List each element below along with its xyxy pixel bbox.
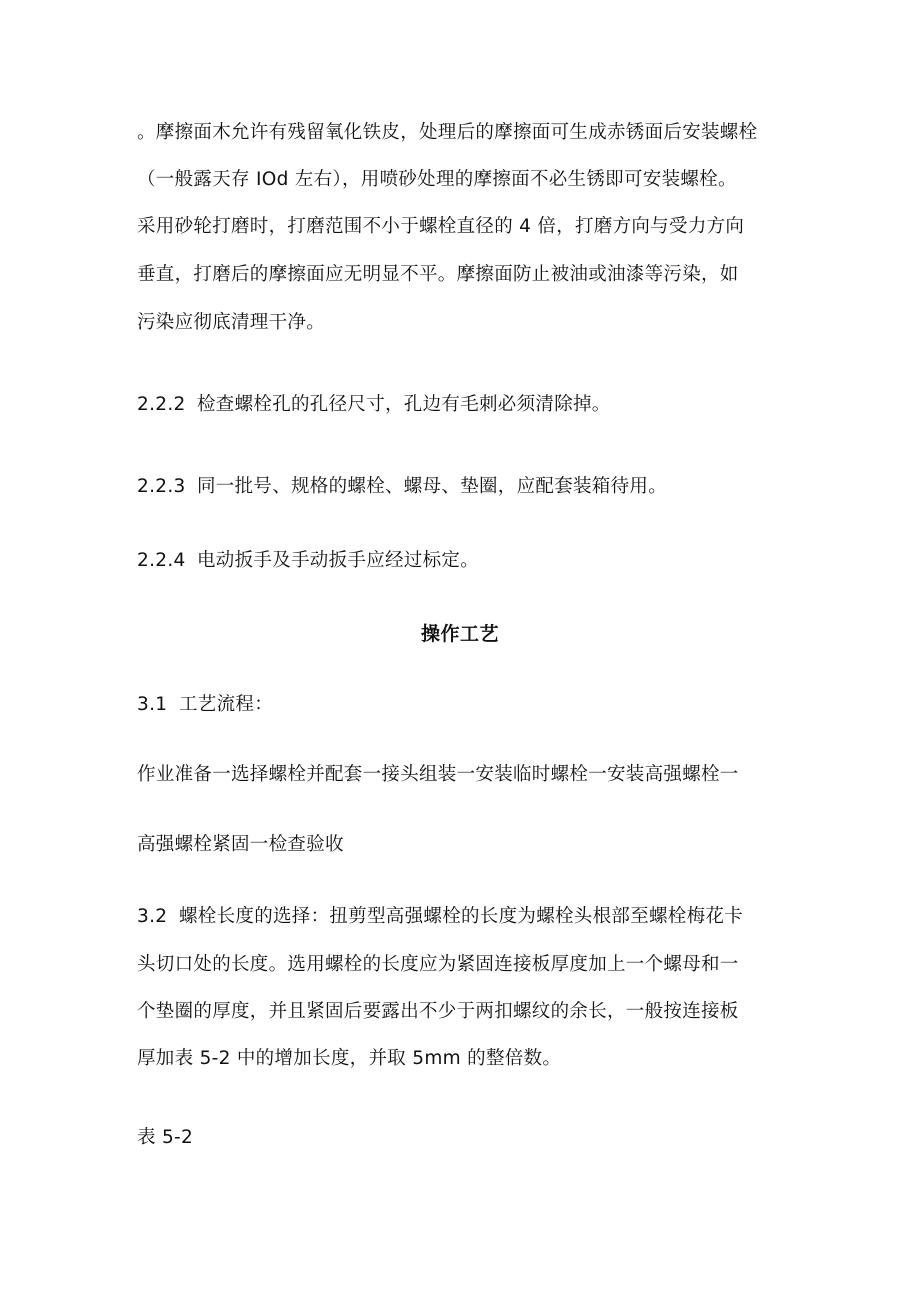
item-2-2-4 [137, 549, 479, 573]
paragraph-line: 采用砂轮打磨时，打磨范围不小于螺栓直径的 4 倍，打磨方向与受力方向 [137, 216, 745, 237]
paragraph-line: 污染应彻底清理干净。 [137, 312, 326, 333]
item-text: 电动扳手及手动扳手应经过标定。 [197, 550, 480, 571]
item-number: 2.2.2 [137, 394, 186, 415]
section-text: 螺栓长度的选择：扭剪型高强螺栓的长度为螺栓头根部至螺栓梅花卡 [179, 906, 744, 927]
section-number: 3.2 [137, 906, 168, 927]
section-number: 3.1 [137, 694, 168, 715]
paragraph-line: 个垫圈的厚度，并且紧固后要露出不少于两扣螺纹的余长，一般按连接板 [137, 1001, 739, 1022]
item-text: 检查螺栓孔的孔径尺寸，孔边有毛刺必须清除掉。 [197, 394, 611, 415]
section-heading: 操作工艺 [420, 623, 499, 645]
item-number: 2.2.4 [137, 550, 186, 571]
paragraph-line: 头切口处的长度。选用螺栓的长度应为紧固连接板厚度加上一个螺母和一 [137, 954, 739, 975]
item-number: 2.2.3 [137, 476, 186, 497]
paragraph-line: 。摩擦面木允许有残留氧化铁皮，处理后的摩擦面可生成赤锈面后安装螺栓 [137, 122, 758, 143]
table-caption: 表 5-2 [137, 1127, 194, 1148]
section-title: 工艺流程： [179, 694, 274, 715]
paragraph-line: 厚加表 5-2 中的增加长度，并取 5mm 的整倍数。 [137, 1048, 562, 1069]
section-3-2-line [137, 905, 743, 929]
flow-line: 高强螺栓紧固一检查验收 [137, 834, 344, 855]
paragraph-line: 垂直，打磨后的摩擦面应无明显不平。摩擦面防止被油或油漆等污染，如 [137, 264, 739, 285]
item-text: 同一批号、规格的螺栓、螺母、垫圈，应配套装箱待用。 [197, 476, 668, 497]
paragraph-line: （一般露天存 IOd 左右），用喷砂处理的摩擦面不必生锈即可安装螺栓。 [137, 169, 737, 190]
flow-line: 作业准备一选择螺栓并配套一接头组装一安装临时螺栓一安装高强螺栓一 [137, 764, 739, 785]
item-2-2-3 [137, 475, 667, 499]
section-3-1-title [137, 693, 273, 717]
item-2-2-2 [137, 393, 611, 417]
